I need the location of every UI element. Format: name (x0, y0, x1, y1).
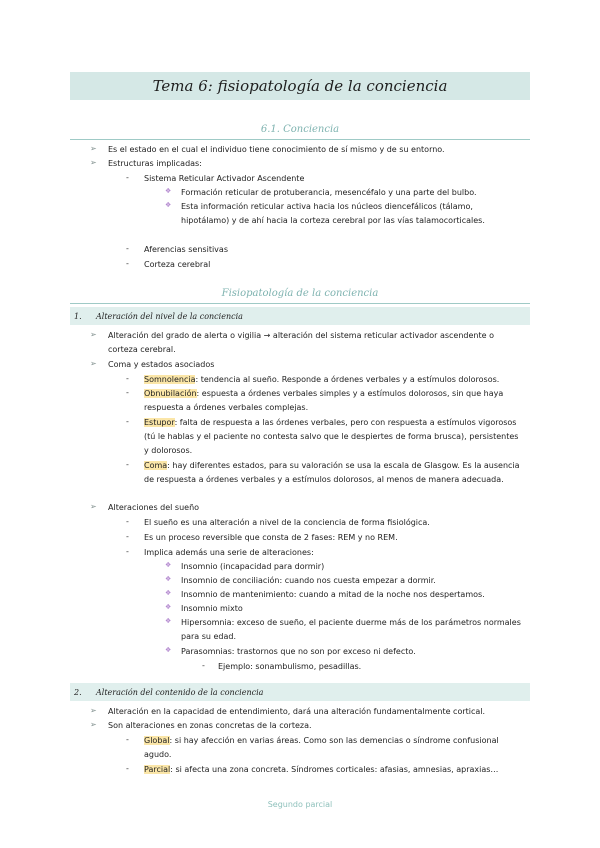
dash-bullet-icon: - (126, 764, 129, 773)
section-number: 1. (74, 311, 82, 321)
alert-text-1: Alteración del grado de alerta o vigilia → alteración del sistema reticular activador ascendente o (108, 331, 494, 340)
somnolence-term: Somnolencia (144, 375, 196, 384)
sara-detail-1: Formación reticular de protuberancia, mesencéfalo y una parte del bulbo. (181, 188, 477, 197)
section-title: Alteración del contenido de la conciencia (96, 687, 264, 697)
diamond-bullet-icon: ❖ (165, 187, 172, 195)
structures-label: Estructuras implicadas: (108, 159, 202, 168)
partial-text: : si afecta una zona concreta. Síndromes corticales: afasias, amnesias, apraxias… (170, 765, 499, 774)
dash-bullet-icon: - (126, 517, 129, 526)
dash-bullet-icon: - (202, 661, 205, 670)
obnubilation-term: Obnubilación (144, 389, 197, 398)
dash-bullet-icon: - (126, 374, 129, 383)
coma-term: Coma (144, 461, 168, 470)
sara-item: Sistema Reticular Activador Ascendente (144, 174, 305, 183)
afferents-item: Aferencias sensitivas (144, 245, 228, 254)
arrow-bullet-icon: ➢ (90, 502, 97, 511)
page-footer: Segundo parcial (267, 800, 333, 809)
dash-bullet-icon: - (126, 460, 129, 469)
diamond-bullet-icon: ❖ (165, 561, 172, 569)
coma-item (144, 460, 520, 472)
diamond-bullet-icon: ❖ (165, 575, 172, 583)
stupor-text-2: (tú le hablas y el paciente no contesta salvo que le despiertes de forma brusca), persistentes (144, 432, 519, 441)
zones-text: Son alteraciones en zonas concretas de la corteza. (108, 721, 312, 730)
stupor-text: : falta de respuesta a las órdenes verbales, pero con respuesta a estímulos vigorosos (174, 418, 517, 427)
dash-bullet-icon: - (126, 173, 129, 182)
global-text-2: agudo. (144, 750, 172, 759)
definition-text: Es el estado en el cual el individuo tiene conocimiento de sí mismo y de su entorno. (108, 145, 445, 154)
stupor-item (144, 417, 516, 429)
arrow-bullet-icon: ➢ (90, 144, 97, 153)
parasomnia-item: Parasomnias: trastornos que no son por exceso ni defecto. (181, 647, 416, 656)
dash-bullet-icon: - (126, 259, 129, 268)
title-banner (70, 72, 530, 100)
sleep-item-2: Es un proceso reversible que consta de 2 fases: REM y no REM. (144, 533, 398, 542)
stupor-text-3: y dolorosos. (144, 446, 193, 455)
diamond-bullet-icon: ❖ (165, 589, 172, 597)
cortex-item: Corteza cerebral (144, 260, 211, 269)
global-text: : si hay afección en varias áreas. Como son las demencias o síndrome confusional (169, 736, 499, 745)
diamond-bullet-icon: ❖ (165, 603, 172, 611)
somnolence-item (144, 374, 499, 386)
content-alteration-text: Alteración en la capacidad de entendimiento, dará una alteración fundamentalmente cortical. (108, 707, 486, 716)
coma-states-label: Coma y estados asociados (108, 360, 215, 369)
arrow-bullet-icon: ➢ (90, 330, 97, 339)
obnubilation-text-2: respuesta a órdenes verbales complejas. (144, 403, 309, 412)
partial-term: Parcial (144, 765, 171, 774)
section-header-2 (70, 683, 530, 701)
arrow-bullet-icon: ➢ (90, 359, 97, 368)
section-header-1 (70, 307, 530, 325)
dash-bullet-icon: - (126, 417, 129, 426)
somnolence-text: : tendencia al sueño. Responde a órdenes verbales y a estímulos dolorosos. (195, 375, 500, 384)
stupor-term: Estupor (144, 418, 175, 427)
sleep-item-3: Implica además una serie de alteraciones: (144, 548, 314, 557)
section-number: 2. (74, 687, 82, 697)
subsection-title-fisiopatologia: Fisiopatología de la conciencia (221, 288, 379, 299)
divider (70, 139, 530, 140)
global-item (144, 735, 499, 747)
partial-item (144, 764, 498, 776)
dash-bullet-icon: - (126, 388, 129, 397)
arrow-bullet-icon: ➢ (90, 720, 97, 729)
insomnia-conciliation-item: Insomnio de conciliación: cuando nos cuesta empezar a dormir. (181, 576, 436, 585)
dash-bullet-icon: - (126, 244, 129, 253)
sara-detail-2a: Esta información reticular activa hacia los núcleos diencefálicos (tálamo, (181, 202, 473, 211)
divider (70, 303, 530, 304)
diamond-bullet-icon: ❖ (165, 617, 172, 625)
insomnia-mixed-item: Insomnio mixto (181, 604, 243, 613)
insomnia-maintenance-item: Insomnio de mantenimiento: cuando a mitad de la noche nos despertamos. (181, 590, 485, 599)
global-term: Global (144, 736, 170, 745)
dash-bullet-icon: - (126, 735, 129, 744)
arrow-bullet-icon: ➢ (90, 158, 97, 167)
diamond-bullet-icon: ❖ (165, 646, 172, 654)
alert-text-2: corteza cerebral. (108, 345, 176, 354)
hypersomnia-text-2: para su edad. (181, 632, 237, 641)
sleep-item-1: El sueño es una alteración a nivel de la conciencia de forma fisiológica. (144, 518, 430, 527)
obnubilation-text: : espuesta a órdenes verbales simples y a estímulos dolorosos, sin que haya (196, 389, 504, 398)
arrow-bullet-icon: ➢ (90, 706, 97, 715)
page-title: Tema 6: fisiopatología de la conciencia (152, 77, 448, 95)
hypersomnia-item: Hipersomnia: exceso de sueño, el paciente duerme más de los parámetros normales (181, 618, 521, 627)
obnubilation-item (144, 388, 503, 400)
parasomnia-example: Ejemplo: sonambulismo, pesadillas. (218, 662, 362, 671)
coma-text: : hay diferentes estados, para su valoración se usa la escala de Glasgow. Es la ausencia (167, 461, 520, 470)
section-title: Alteración del nivel de la conciencia (96, 311, 243, 321)
dash-bullet-icon: - (126, 532, 129, 541)
insomnia-item: Insomnio (incapacidad para dormir) (181, 562, 325, 571)
subsection-title-conciencia: 6.1. Conciencia (260, 124, 340, 135)
diamond-bullet-icon: ❖ (165, 201, 172, 209)
sara-detail-2b: hipotálamo) y de ahí hacia la corteza cerebral por las vías talamocorticales. (181, 216, 485, 225)
dash-bullet-icon: - (126, 547, 129, 556)
sleep-title: Alteraciones del sueño (108, 503, 200, 512)
coma-text-2: de respuesta a órdenes verbales y a estímulos dolorosos, al menos de manera adecuada. (144, 475, 504, 484)
